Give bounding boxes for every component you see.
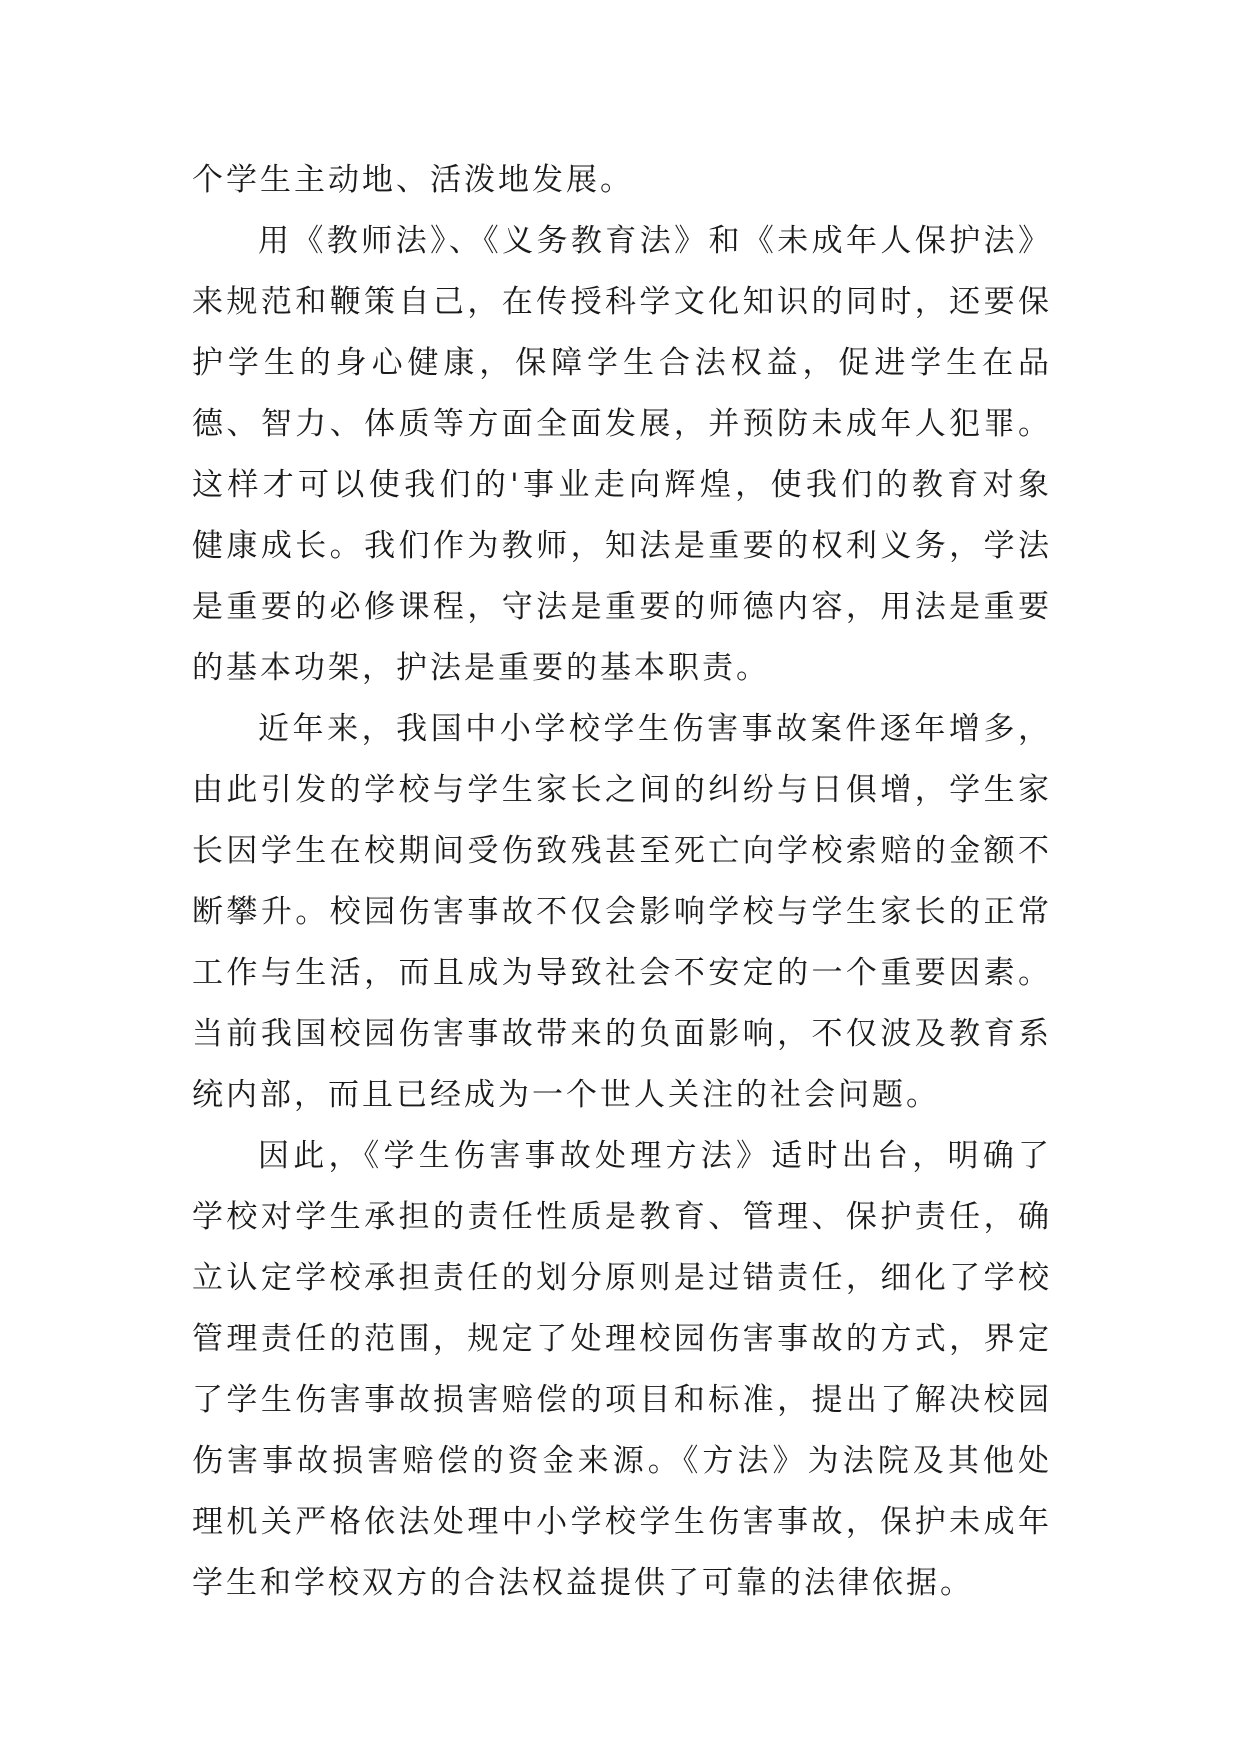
body-text xyxy=(192,150,1052,1614)
paragraph-3: 近年来，我国中小学校学生伤害事故案件逐年增多，由此引发的学校与学生家长之间的纠纷与日俱增，学生家长因学生在校期间受伤致残甚至死亡向学校索赔的金额不断攀升。校园伤害事故不仅会影响学校与学生家长的正常工作与生活，而且成为导致社会不安定的一个重要因素。当前我国校园伤害事故带来的负面影响，不仅波及教育系统内部，而且已经成为一个世人关注的社会问题。 xyxy=(192,711,1052,1113)
paragraph-1: 个学生主动地、活泼地发展。 xyxy=(192,162,634,198)
paragraph-4: 因此，《学生伤害事故处理方法》适时出台，明确了学校对学生承担的责任性质是教育、管理、保护责任，确立认定学校承担责任的划分原则是过错责任，细化了学校管理责任的范围，规定了处理校园伤害事故的方式，界定了学生伤害事故损害赔偿的项目和标准，提出了解决校园伤害事故损害赔偿的资金来源。《方法》为法院及其他处理机关严格依法处理中小学校学生伤害事故，保护未成年学生和学校双方的合法权益提供了可靠的法律依据。 xyxy=(192,1138,1052,1601)
paragraph-2: 用《教师法》、《义务教育法》和《未成年人保护法》来规范和鞭策自己，在传授科学文化知识的同时，还要保护学生的身心健康，保障学生合法权益，促进学生在品德、智力、体质等方面全面发展，并预防未成年人犯罪。这样才可以使我们的'事业走向辉煌，使我们的教育对象健康成长。我们作为教师，知法是重要的权利义务，学法是重要的必修课程，守法是重要的师德内容，用法是重要的基本功架，护法是重要的基本职责。 xyxy=(192,223,1052,686)
